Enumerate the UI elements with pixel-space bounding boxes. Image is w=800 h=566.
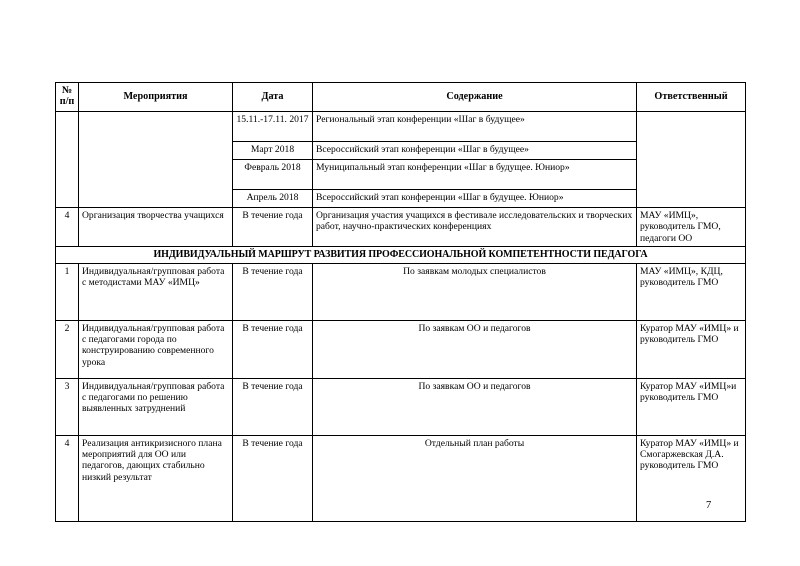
column-header-date: Дата [233, 83, 313, 112]
cell-date: В течение года [233, 208, 313, 247]
cell-responsible: МАУ «ИМЦ», руководитель ГМО, педагоги ОО [637, 208, 746, 247]
cell-event: Организация творчества учащихся [79, 208, 233, 247]
section-banner-row [56, 246, 746, 263]
cell-number: 3 [56, 378, 79, 435]
table-header-row [56, 83, 746, 112]
cell-content: По заявкам молодых специалистов [313, 263, 637, 320]
cell-content: Отдельный план работы [313, 435, 637, 521]
column-header-number [56, 83, 79, 112]
column-header-responsible: Ответственный [637, 83, 746, 112]
cell-date: Апрель 2018 [233, 190, 313, 208]
cell-number-blank [56, 112, 79, 208]
cell-event: Реализация антикризисного плана мероприятий для ОО или педагогов, дающих стабильно низкий результат [79, 435, 233, 521]
column-header-event: Мероприятия [79, 83, 233, 112]
column-header-number-line2: п/п [59, 96, 75, 107]
cell-responsible: Куратор МАУ «ИМЦ» и руководитель ГМО [637, 320, 746, 378]
cell-event-blank [79, 112, 233, 208]
table-row [56, 320, 746, 378]
page-number: 7 [706, 500, 712, 511]
cell-content: Организация участия учащихся в фестивале исследовательских и творческих работ, научно-практических конференциях [313, 208, 637, 247]
cell-date: В течение года [233, 320, 313, 378]
cell-number: 4 [56, 208, 79, 247]
cell-event: Индивидуальная/групповая работа с педагогами города по конструированию современного урока [79, 320, 233, 378]
table-row [56, 263, 746, 320]
cell-date: Февраль 2018 [233, 160, 313, 190]
cell-number: 4 [56, 435, 79, 521]
cell-responsible: Куратор МАУ «ИМЦ» и Смогаржевская Д.А. руководитель ГМО [637, 435, 746, 521]
column-header-content: Содержание [313, 83, 637, 112]
cell-content: По заявкам ОО и педагогов [313, 378, 637, 435]
cell-content: Региональный этап конференции «Шаг в будущее» [313, 112, 637, 142]
cell-event: Индивидуальная/групповая работа с методистами МАУ «ИМЦ» [79, 263, 233, 320]
cell-content: Муниципальный этап конференции «Шаг в будущее. Юниор» [313, 160, 637, 190]
cell-content: Всероссийский этап конференции «Шаг в будущее. Юниор» [313, 190, 637, 208]
column-header-number-line1: № [61, 85, 73, 97]
cell-number: 1 [56, 263, 79, 320]
cell-content: Всероссийский этап конференции «Шаг в будущее» [313, 142, 637, 160]
table-row [56, 112, 746, 142]
cell-content: По заявкам ОО и педагогов [313, 320, 637, 378]
cell-responsible: Куратор МАУ «ИМЦ»и руководитель ГМО [637, 378, 746, 435]
cell-date: В течение года [233, 378, 313, 435]
schedule-table [55, 82, 746, 522]
cell-date: Март 2018 [233, 142, 313, 160]
cell-responsible: МАУ «ИМЦ», КДЦ, руководитель ГМО [637, 263, 746, 320]
cell-date: 15.11.-17.11. 2017 [233, 112, 313, 142]
cell-event: Индивидуальная/групповая работа с педагогами по решению выявленных затруднений [79, 378, 233, 435]
table-row [56, 378, 746, 435]
cell-responsible-blank [637, 112, 746, 208]
section-banner-title: ИНДИВИДУАЛЬНЫЙ МАРШРУТ РАЗВИТИЯ ПРОФЕССИОНАЛЬНОЙ КОМПЕТЕНТНОСТИ ПЕДАГОГА [56, 246, 746, 263]
table-row [56, 208, 746, 247]
table-row [56, 435, 746, 521]
cell-number: 2 [56, 320, 79, 378]
cell-date: В течение года [233, 263, 313, 320]
cell-date: В течение года [233, 435, 313, 521]
